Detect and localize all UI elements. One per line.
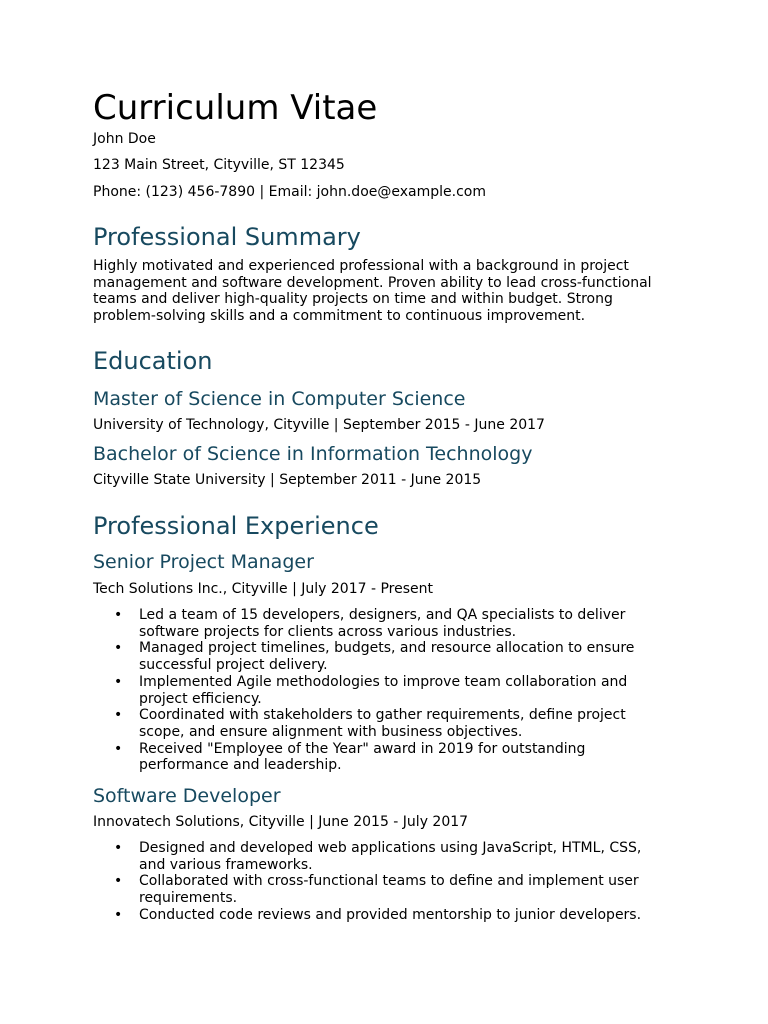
list-item-text: Coordinated with stakeholders to gather requirements, define project scope, and ensure alignment with business objectives. (139, 707, 626, 740)
list-item (93, 840, 659, 873)
bullet-icon: • (114, 740, 123, 757)
job-details: Tech Solutions Inc., Cityville | July 2017 - Present (93, 581, 433, 597)
job-responsibilities-list (93, 607, 673, 774)
list-item (93, 674, 659, 707)
summary-heading: Professional Summary (93, 223, 361, 251)
list-item (93, 907, 659, 924)
degree-title: Master of Science in Computer Science (93, 388, 466, 410)
bullet-icon: • (114, 607, 123, 623)
candidate-address: 123 Main Street, Cityville, ST 12345 (93, 157, 345, 173)
job-title: Senior Project Manager (93, 551, 314, 573)
list-item-text: Collaborated with cross-functional teams to define and implement user requirements. (139, 873, 639, 907)
list-item (93, 640, 659, 673)
job-details: Innovatech Solutions, Cityville | June 2015 - July 2017 (93, 814, 469, 830)
degree-details: University of Technology, Cityville | September 2015 - June 2017 (93, 417, 545, 433)
document-title: Curriculum Vitae (93, 88, 378, 128)
job-title: Software Developer (93, 785, 281, 807)
education-heading: Education (93, 347, 213, 375)
candidate-name: John Doe (93, 131, 156, 147)
list-item-text: Implemented Agile methodologies to improve team collaboration and project efficiency. (139, 673, 628, 707)
list-item (93, 873, 659, 906)
degree-details: Cityville State University | September 2011 - June 2015 (93, 472, 482, 488)
summary-text: Highly motivated and experienced professional with a background in project management and software development. Proven ability to lead cross-functional teams and deliver high-quality projects on time and within budget. Strong problem-solving skills and a commitment to continuous improvement. (93, 258, 652, 325)
list-item (93, 707, 659, 740)
bullet-icon: • (114, 640, 123, 657)
degree-title: Bachelor of Science in Information Technology (93, 443, 533, 465)
list-item-text: Led a team of 15 developers, designers, and QA specialists to deliver software projects for clients across various industries. (139, 607, 626, 640)
list-item (93, 607, 659, 640)
list-item-text: Conducted code reviews and provided mentorship to junior developers. (139, 906, 642, 923)
list-item-text: Designed and developed web applications using JavaScript, HTML, CSS, and various frameworks. (139, 840, 642, 873)
bullet-icon: • (114, 873, 123, 890)
list-item-text: Managed project timelines, budgets, and resource allocation to ensure successful project delivery. (139, 640, 635, 674)
list-item-text: Received "Employee of the Year" award in 2019 for outstanding performance and leadership. (139, 740, 586, 774)
bullet-icon: • (114, 906, 123, 923)
bullet-icon: • (114, 707, 123, 724)
candidate-contact: Phone: (123) 456-7890 | Email: john.doe@example.com (93, 184, 486, 200)
bullet-icon: • (114, 673, 123, 690)
job-responsibilities-list (93, 840, 673, 924)
experience-heading: Professional Experience (93, 512, 379, 540)
bullet-icon: • (114, 840, 123, 856)
list-item (93, 741, 659, 774)
